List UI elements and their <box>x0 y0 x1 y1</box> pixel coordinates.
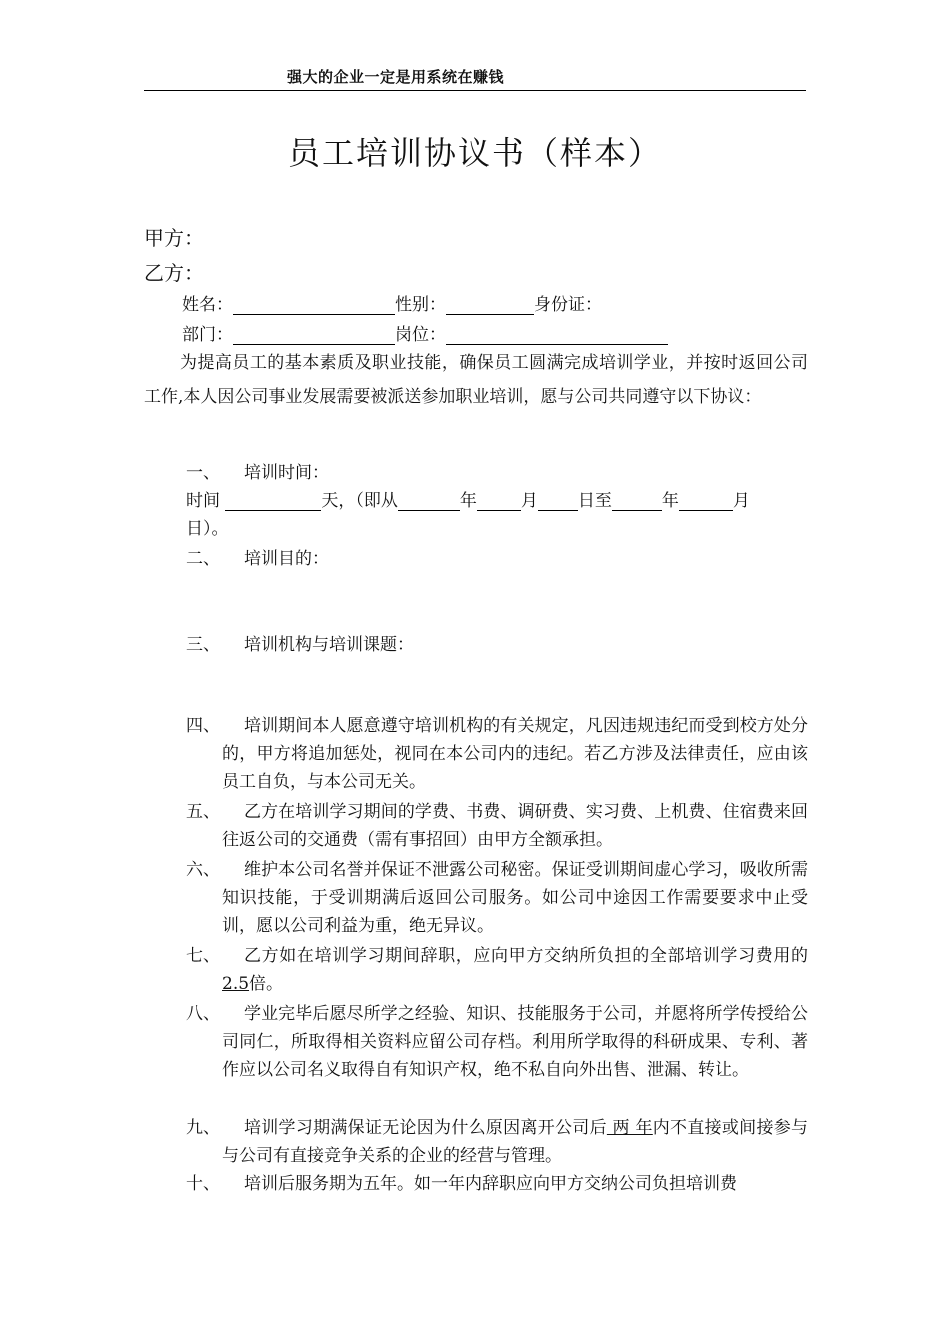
section-3-heading <box>186 630 414 655</box>
party-b-label: 乙方： <box>144 261 204 285</box>
time-label: 时间 <box>186 491 220 511</box>
name-blank[interactable] <box>233 296 395 315</box>
position-blank[interactable] <box>446 326 668 345</box>
dept-blank[interactable] <box>233 326 395 345</box>
clause-9-text-b: 内不直接或间接参与与公司有直接竞争关系的企业的经营与管理。 <box>222 1118 809 1166</box>
time-to-text: 日至 <box>577 491 612 511</box>
clause-10 <box>186 1170 808 1198</box>
clause-9-text-a: 培训学习期满保证无论因为什么原因离开公司后 <box>244 1118 607 1138</box>
id-card-label: 身份证： <box>534 295 602 315</box>
clause-5 <box>186 798 808 854</box>
time-month-text: 月 <box>520 491 538 511</box>
clause-4-num: 四、 <box>186 716 220 736</box>
clause-7-multiplier: 2.5 <box>222 974 250 994</box>
time-row <box>186 486 808 511</box>
clause-4 <box>186 712 808 796</box>
clause-9-years: 两 年 <box>606 1118 653 1138</box>
clause-7 <box>186 942 808 998</box>
clause-8 <box>186 1000 808 1084</box>
clause-6 <box>186 856 808 940</box>
clause-4-text: 培训期间本人愿意遵守培训机构的有关规定，凡因违规违纪而受到校方处分的，甲方将追加惩处，视同在本公司内的违纪。若乙方涉及法律责任，应由该员工自负，与本公司无关。 <box>222 716 808 792</box>
clause-9-text <box>186 1114 808 1170</box>
section-1-label: 培训时间： <box>244 463 329 483</box>
gender-blank[interactable] <box>446 296 534 315</box>
from-day-blank[interactable] <box>538 492 578 511</box>
clause-8-num: 八、 <box>186 1004 220 1024</box>
time-month2-text: 月 <box>732 491 750 511</box>
time-day-text: 天，（即从 <box>321 491 398 511</box>
name-label: 姓名： <box>182 295 233 315</box>
from-year-blank[interactable] <box>398 492 460 511</box>
clause-7-text <box>186 942 808 998</box>
clause-10-num: 十、 <box>186 1174 220 1194</box>
document-title: 员工培训协议书（样本） <box>287 134 662 172</box>
days-blank[interactable] <box>225 492 321 511</box>
clause-10-text: 培训后服务期为五年。如一年内辞职应向甲方交纳公司负担培训费 <box>244 1174 737 1194</box>
intro-paragraph: 为提高员工的基本素质及职业技能，确保员工圆满完成培训学业，并按时返回公司工作,本人因公司事业发展需要被派送参加职业培训，愿与公司共同遵守以下协议： <box>144 353 808 407</box>
to-month-blank[interactable] <box>679 492 733 511</box>
to-year-blank[interactable] <box>612 492 662 511</box>
clause-8-text: 学业完毕后愿尽所学之经验、知识、技能服务于公司，并愿将所学传授给公司同仁，所取得相关资料应留公司存档。利用所学取得的科研成果、专利、著作应以公司名义取得自有知识产权，绝不私自向外出售、泄漏、转让。 <box>222 1004 808 1080</box>
clause-7-text-b: 倍。 <box>249 974 284 994</box>
section-3-label: 培训机构与培训课题： <box>244 635 414 655</box>
party-a-label: 甲方： <box>144 226 204 250</box>
section-3-num: 三、 <box>186 635 220 655</box>
time-year-text: 年 <box>459 491 477 511</box>
section-2-heading <box>186 544 329 569</box>
section-1-heading <box>186 458 329 483</box>
info-row-1 <box>182 290 602 315</box>
from-month-blank[interactable] <box>477 492 521 511</box>
time-year2-text: 年 <box>661 491 679 511</box>
page-header <box>144 66 806 91</box>
time-row-end: 日）。 <box>186 519 229 539</box>
section-2-num: 二、 <box>186 549 220 569</box>
clause-5-num: 五、 <box>186 802 220 822</box>
clause-9-num: 九、 <box>186 1118 220 1138</box>
info-row-2 <box>182 320 668 345</box>
clause-5-text: 乙方在培训学习期间的学费、书费、调研费、实习费、上机费、住宿费来回往返公司的交通费（需有事招回）由甲方全额承担。 <box>222 802 808 850</box>
position-label: 岗位： <box>395 325 446 345</box>
gender-label: 性别： <box>395 295 446 315</box>
clause-9 <box>186 1114 808 1170</box>
section-2-label: 培训目的： <box>244 549 329 569</box>
section-1-num: 一、 <box>186 463 220 483</box>
clause-6-num: 六、 <box>186 860 220 880</box>
clause-6-text: 维护本公司名誉并保证不泄露公司秘密。保证受训期间虚心学习，吸收所需知识技能，于受训期满后返回公司服务。如公司中途因工作需要要求中止受训，愿以公司利益为重，绝无异议。 <box>222 860 808 936</box>
clause-7-text-a: 乙方如在培训学习期间辞职，应向甲方交纳所负担的全部培训学习费用的 <box>244 946 808 966</box>
clause-7-num: 七、 <box>186 946 220 966</box>
dept-label: 部门： <box>182 325 233 345</box>
header-slogan: 强大的企业一定是用系统在赚钱 <box>287 68 505 86</box>
